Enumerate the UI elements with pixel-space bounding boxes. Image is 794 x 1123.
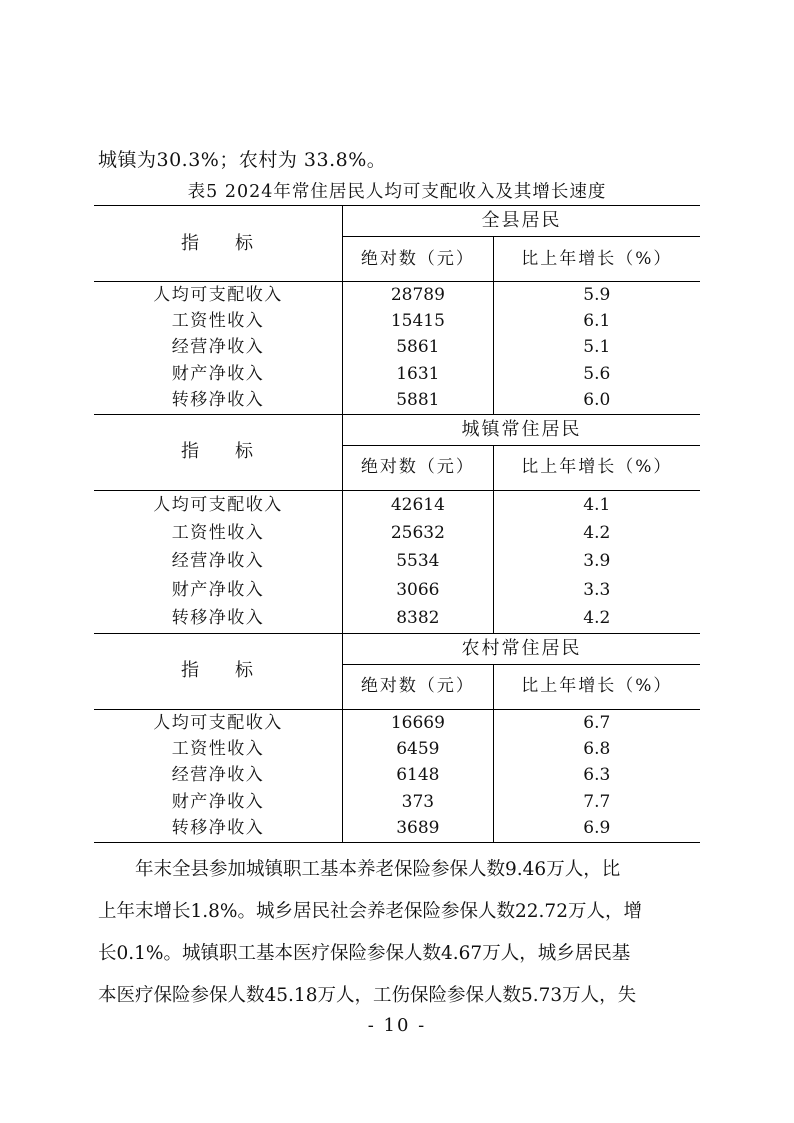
row-abs: 3066: [343, 576, 494, 604]
row-abs: 5861: [343, 335, 494, 361]
row-abs: 1631: [343, 361, 494, 387]
row-label: 工资性收入: [171, 311, 265, 332]
group-rural-residents: [94, 633, 700, 842]
row-label: 人均可支配收入: [94, 709, 343, 736]
row-abs: 6459: [343, 736, 494, 762]
col-header-abs: 绝对数（元）: [343, 445, 494, 490]
table-row: [94, 763, 700, 789]
row-abs: 3689: [343, 815, 494, 842]
index-header: 指 标: [94, 206, 343, 282]
row-abs: 25632: [343, 519, 494, 547]
table-row: [94, 308, 700, 334]
row-label: 转移净收入: [94, 605, 343, 634]
col-header-abs: 绝对数（元）: [343, 664, 494, 709]
row-rate: 6.3: [493, 763, 700, 789]
table-caption: 表5 2024年常住居民人均可支配收入及其增长速度: [187, 182, 607, 202]
paragraph-line: 长0.1%。城镇职工基本医疗保险参保人数4.67万人，城乡居民基: [98, 943, 631, 964]
row-label: 转移净收入: [94, 815, 343, 842]
row-label: 经营净收入: [171, 337, 265, 358]
table-row: [94, 789, 700, 815]
row-rate: 4.2: [493, 519, 700, 547]
table-row: [94, 709, 700, 736]
table-row: [94, 815, 700, 842]
col-header-rate: 比上年增长（%）: [493, 664, 700, 709]
col-header-abs: 绝对数（元）: [343, 237, 494, 282]
table-row: [94, 361, 700, 387]
row-label: 财产净收入: [171, 579, 265, 600]
row-label: 转移净收入: [94, 388, 343, 415]
row-rate: 5.6: [493, 361, 700, 387]
row-label: 人均可支配收入: [94, 282, 343, 309]
row-rate: 6.0: [493, 388, 700, 415]
table-row: [94, 519, 700, 547]
row-abs: 373: [343, 789, 494, 815]
col-header-rate: 比上年增长（%）: [493, 237, 700, 282]
group-urban-residents: [94, 414, 700, 633]
row-abs: 8382: [343, 605, 494, 634]
row-abs: 28789: [343, 282, 494, 309]
table-row: [94, 282, 700, 309]
table-row: [94, 736, 700, 762]
row-rate: 6.9: [493, 815, 700, 842]
table-row: [94, 388, 700, 415]
index-header: 指 标: [181, 441, 256, 463]
group-title: 农村常住居民: [343, 633, 700, 664]
row-rate: 3.9: [493, 548, 700, 576]
row-label: 工资性收入: [171, 523, 265, 544]
col-header-rate: 比上年增长（%）: [493, 445, 700, 490]
row-label: 工资性收入: [171, 738, 265, 759]
paragraph-line: 年末全县参加城镇职工基本养老保险参保人数9.46万人，比: [98, 859, 621, 880]
table-row: [94, 548, 700, 576]
row-rate: 6.7: [493, 709, 700, 736]
paragraph-line: 本医疗保险参保人数45.18万人，工伤保险参保人数5.73万人，失: [98, 985, 637, 1006]
table-row: [94, 335, 700, 361]
row-label: 财产净收入: [171, 791, 265, 812]
group-title: 全县居民: [343, 206, 700, 237]
row-label: 经营净收入: [171, 551, 265, 572]
row-label: 人均可支配收入: [94, 490, 343, 519]
row-label: 经营净收入: [171, 765, 265, 786]
row-rate: 5.1: [493, 335, 700, 361]
page-number: - 10 -: [367, 1015, 427, 1036]
row-abs: 16669: [343, 709, 494, 736]
index-header: 指 标: [181, 660, 256, 682]
paragraph-line: 上年末增长1.8%。城乡居民社会养老保险参保人数22.72万人，增: [98, 901, 642, 922]
row-label: 财产净收入: [171, 363, 265, 384]
row-rate: 7.7: [493, 789, 700, 815]
table-row: [94, 490, 700, 519]
group-all-residents: [94, 206, 700, 415]
row-rate: 6.1: [493, 308, 700, 334]
row-rate: 4.1: [493, 490, 700, 519]
row-rate: 5.9: [493, 282, 700, 309]
row-abs: 6148: [343, 763, 494, 789]
row-abs: 42614: [343, 490, 494, 519]
row-rate: 4.2: [493, 605, 700, 634]
row-rate: 6.8: [493, 736, 700, 762]
lead-text: 城镇为30.3%；农村为 33.8%。: [98, 149, 387, 171]
row-abs: 5881: [343, 388, 494, 415]
row-rate: 3.3: [493, 576, 700, 604]
row-abs: 15415: [343, 308, 494, 334]
table-row: [94, 576, 700, 604]
income-table: [94, 205, 700, 843]
table-row: [94, 605, 700, 634]
row-abs: 5534: [343, 548, 494, 576]
group-title: 城镇常住居民: [343, 414, 700, 445]
